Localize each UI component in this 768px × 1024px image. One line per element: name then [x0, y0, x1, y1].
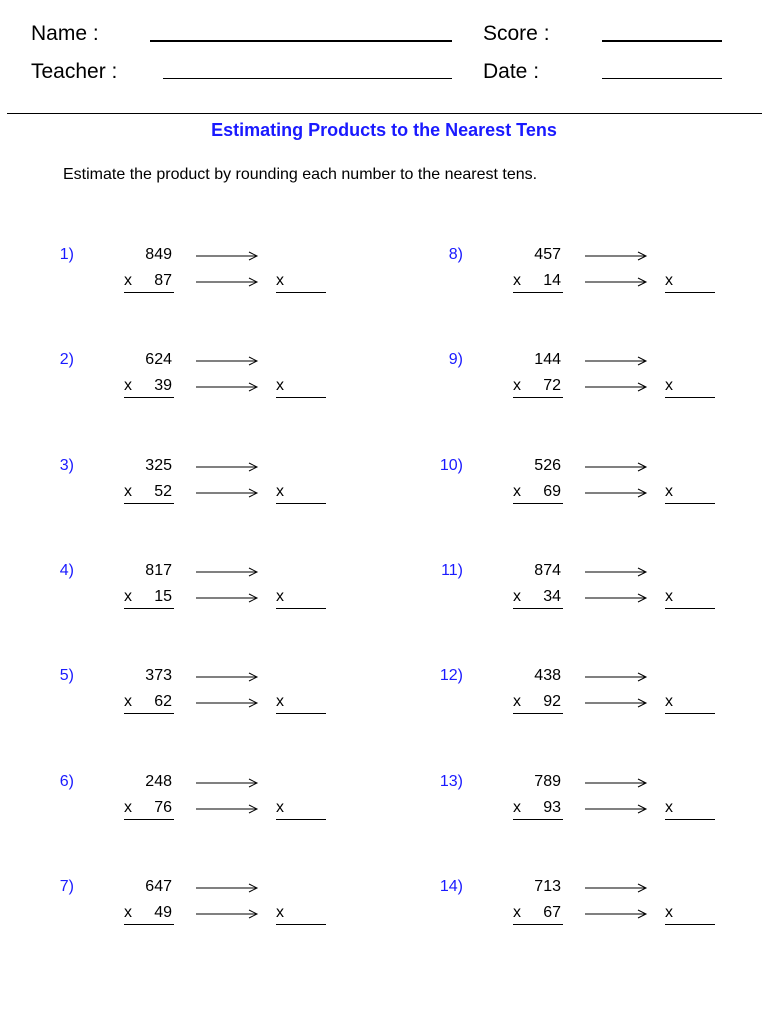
first-factor: 248	[145, 773, 172, 790]
answer-times-symbol: x	[665, 377, 673, 394]
second-factor: 34	[543, 588, 561, 605]
factor-underline	[124, 503, 174, 504]
answer-blank[interactable]	[276, 397, 326, 398]
answer-blank[interactable]	[665, 924, 715, 925]
answer-times-symbol: x	[665, 693, 673, 710]
answer-times-symbol: x	[665, 483, 673, 500]
problem-item	[34, 456, 334, 526]
second-factor: 76	[154, 799, 172, 816]
arrow-icon	[196, 883, 260, 895]
arrow-icon	[196, 462, 260, 474]
answer-times-symbol: x	[665, 272, 673, 289]
arrow-icon	[585, 909, 649, 921]
arrow-icon	[196, 251, 260, 263]
times-symbol: x	[124, 588, 132, 605]
problem-number: 11)	[441, 562, 463, 579]
problem-item	[423, 456, 723, 526]
second-factor: 52	[154, 483, 172, 500]
problem-number: 1)	[59, 246, 74, 263]
factor-underline	[124, 608, 174, 609]
problem-number: 3)	[59, 457, 74, 474]
answer-times-symbol: x	[276, 588, 284, 605]
score-label: Score :	[483, 22, 550, 45]
answer-blank[interactable]	[665, 819, 715, 820]
factor-underline	[513, 292, 563, 293]
arrow-icon	[585, 251, 649, 263]
second-factor: 49	[154, 904, 172, 921]
name-label: Name :	[31, 22, 99, 45]
problem-item	[423, 245, 723, 315]
answer-times-symbol: x	[665, 904, 673, 921]
arrow-icon	[196, 567, 260, 579]
arrow-icon	[585, 778, 649, 790]
problem-number: 4)	[59, 562, 74, 579]
arrow-icon	[585, 382, 649, 394]
date-label: Date :	[483, 60, 540, 83]
first-factor: 457	[534, 246, 561, 263]
arrow-icon	[585, 462, 649, 474]
times-symbol: x	[124, 483, 132, 500]
date-field-line[interactable]	[602, 78, 722, 79]
answer-times-symbol: x	[276, 799, 284, 816]
problem-number: 6)	[59, 773, 74, 790]
first-factor: 144	[534, 351, 561, 368]
second-factor: 87	[154, 272, 172, 289]
problem-item	[423, 772, 723, 842]
answer-times-symbol: x	[276, 693, 284, 710]
factor-underline	[513, 713, 563, 714]
answer-times-symbol: x	[276, 904, 284, 921]
answer-times-symbol: x	[276, 272, 284, 289]
answer-blank[interactable]	[665, 292, 715, 293]
problem-item	[423, 877, 723, 947]
arrow-icon	[196, 488, 260, 500]
score-field-line[interactable]	[602, 40, 722, 42]
times-symbol: x	[513, 904, 521, 921]
first-factor: 438	[534, 667, 561, 684]
factor-underline	[124, 292, 174, 293]
arrow-icon	[196, 356, 260, 368]
arrow-icon	[585, 804, 649, 816]
second-factor: 14	[543, 272, 561, 289]
worksheet-title: Estimating Products to the Nearest Tens	[211, 120, 557, 140]
first-factor: 817	[145, 562, 172, 579]
second-factor: 93	[543, 799, 561, 816]
times-symbol: x	[124, 272, 132, 289]
second-factor: 72	[543, 377, 561, 394]
problem-number: 10)	[439, 457, 463, 474]
problem-number: 14)	[439, 878, 463, 895]
header-divider	[7, 113, 762, 114]
problem-item	[34, 245, 334, 315]
teacher-label: Teacher :	[31, 60, 118, 83]
arrow-icon	[585, 672, 649, 684]
times-symbol: x	[513, 588, 521, 605]
times-symbol: x	[513, 693, 521, 710]
second-factor: 69	[543, 483, 561, 500]
arrow-icon	[196, 778, 260, 790]
problem-number: 9)	[448, 351, 463, 368]
arrow-icon	[196, 382, 260, 394]
answer-times-symbol: x	[665, 799, 673, 816]
answer-blank[interactable]	[276, 292, 326, 293]
problem-item	[423, 561, 723, 631]
first-factor: 647	[145, 878, 172, 895]
first-factor: 874	[534, 562, 561, 579]
problem-number: 8)	[448, 246, 463, 263]
factor-underline	[513, 503, 563, 504]
problem-number: 13)	[439, 773, 463, 790]
problem-item	[34, 561, 334, 631]
problem-item	[423, 350, 723, 420]
second-factor: 62	[154, 693, 172, 710]
arrow-icon	[196, 672, 260, 684]
arrow-icon	[585, 698, 649, 710]
times-symbol: x	[124, 904, 132, 921]
problem-item	[34, 772, 334, 842]
answer-blank[interactable]	[665, 503, 715, 504]
answer-times-symbol: x	[276, 377, 284, 394]
factor-underline	[124, 397, 174, 398]
arrow-icon	[585, 593, 649, 605]
arrow-icon	[585, 277, 649, 289]
factor-underline	[513, 819, 563, 820]
answer-blank[interactable]	[276, 819, 326, 820]
answer-times-symbol: x	[665, 588, 673, 605]
arrow-icon	[585, 567, 649, 579]
answer-blank[interactable]	[665, 608, 715, 609]
times-symbol: x	[513, 272, 521, 289]
problem-item	[34, 666, 334, 736]
factor-underline	[513, 397, 563, 398]
answer-blank[interactable]	[665, 713, 715, 714]
arrow-icon	[196, 698, 260, 710]
answer-blank[interactable]	[665, 397, 715, 398]
name-field-line[interactable]	[150, 40, 452, 42]
arrow-icon	[196, 277, 260, 289]
problem-number: 5)	[59, 667, 74, 684]
factor-underline	[124, 713, 174, 714]
first-factor: 325	[145, 457, 172, 474]
answer-blank[interactable]	[276, 608, 326, 609]
arrow-icon	[196, 593, 260, 605]
first-factor: 624	[145, 351, 172, 368]
times-symbol: x	[513, 377, 521, 394]
second-factor: 92	[543, 693, 561, 710]
worksheet-instruction: Estimate the product by rounding each number to the nearest tens.	[63, 166, 538, 183]
answer-blank[interactable]	[276, 924, 326, 925]
arrow-icon	[196, 804, 260, 816]
answer-blank[interactable]	[276, 503, 326, 504]
problem-number: 2)	[59, 351, 74, 368]
times-symbol: x	[124, 693, 132, 710]
second-factor: 39	[154, 377, 172, 394]
problem-item	[34, 877, 334, 947]
first-factor: 373	[145, 667, 172, 684]
arrow-icon	[585, 356, 649, 368]
answer-times-symbol: x	[276, 483, 284, 500]
first-factor: 849	[145, 246, 172, 263]
problem-item	[423, 666, 723, 736]
factor-underline	[513, 608, 563, 609]
times-symbol: x	[124, 377, 132, 394]
arrow-icon	[585, 488, 649, 500]
times-symbol: x	[513, 799, 521, 816]
teacher-field-line[interactable]	[163, 78, 452, 79]
second-factor: 15	[154, 588, 172, 605]
problem-number: 12)	[439, 667, 463, 684]
first-factor: 713	[534, 878, 561, 895]
factor-underline	[124, 819, 174, 820]
first-factor: 789	[534, 773, 561, 790]
second-factor: 67	[543, 904, 561, 921]
problem-item	[34, 350, 334, 420]
factor-underline	[513, 924, 563, 925]
times-symbol: x	[513, 483, 521, 500]
arrow-icon	[196, 909, 260, 921]
first-factor: 526	[534, 457, 561, 474]
problem-number: 7)	[59, 878, 74, 895]
factor-underline	[124, 924, 174, 925]
arrow-icon	[585, 883, 649, 895]
answer-blank[interactable]	[276, 713, 326, 714]
times-symbol: x	[124, 799, 132, 816]
